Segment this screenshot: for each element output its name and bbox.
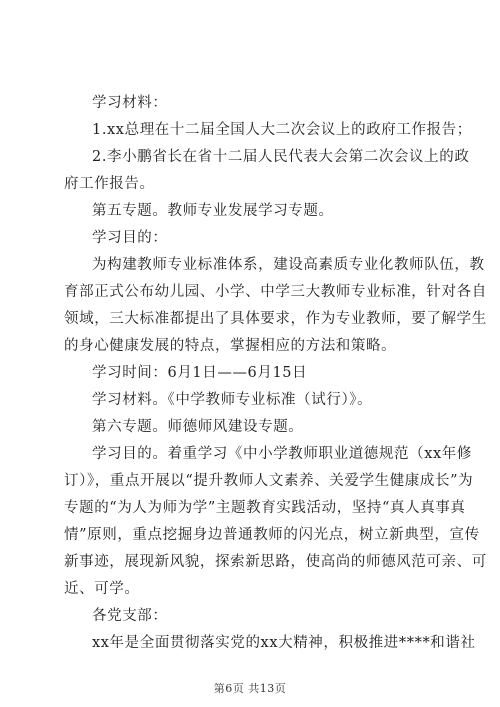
section-heading: 第五专题。教师专业发展学习专题。 — [92, 203, 334, 219]
paragraph-line: 订）》，重点开展以“提升教师人文素养、关爱学生健康成长”为 — [64, 473, 474, 489]
paragraph-line: 的身心健康发展的特点，掌握相应的方法和策略。 — [64, 338, 397, 354]
paragraph-line: 学习目的。着重学习《中小学教师职业道德规范（xx年修 — [92, 446, 472, 462]
paragraph-line: 育部正式公布幼儿园、小学、中学三大教师专业标准，针对各自 — [64, 284, 487, 300]
paragraph-line: 2.李小鹏省长在省十二届人民代表大会第二次会议上的政 — [92, 149, 470, 165]
paragraph-line: 情”原则，重点挖掘身边普通教师的闪光点，树立新典型，宣传 — [64, 527, 480, 543]
paragraph-line: 新事迹，展现新风貌，探索新思路，使高尚的师德风范可亲、可 — [64, 554, 487, 570]
paragraph-line: 专题的“为人为师为学”主题教育实践活动，坚持“真人真事真 — [64, 500, 466, 516]
paragraph-line: 学习目的： — [92, 230, 168, 246]
paragraph-line: 领域，三大标准都提出了具体要求，作为专业教师，要了解学生 — [64, 311, 487, 327]
paragraph-line: 近、可学。 — [64, 581, 140, 597]
page-footer: 第6页 共13页 — [213, 682, 287, 695]
paragraph-line: 学习材料： — [92, 95, 168, 111]
paragraph-line: 各党支部： — [92, 608, 168, 624]
paragraph-line: 府工作报告。 — [64, 176, 155, 192]
paragraph-line: 学习时间：6月1日——6月15日 — [92, 365, 308, 381]
paragraph-line: 学习材料。《中学教师专业标准（试行）》。 — [92, 392, 373, 408]
paragraph-line: 为构建教师专业标准体系，建设高素质专业化教师队伍，教 — [92, 257, 485, 273]
paragraph-line: xx年是全面贯彻落实党的xx大精神，积极推进****和谐社 — [92, 635, 476, 651]
paragraph-line: 1.xx总理在十二届全国人大二次会议上的政府工作报告； — [92, 122, 472, 138]
section-heading: 第六专题。师德师风建设专题。 — [92, 419, 304, 435]
